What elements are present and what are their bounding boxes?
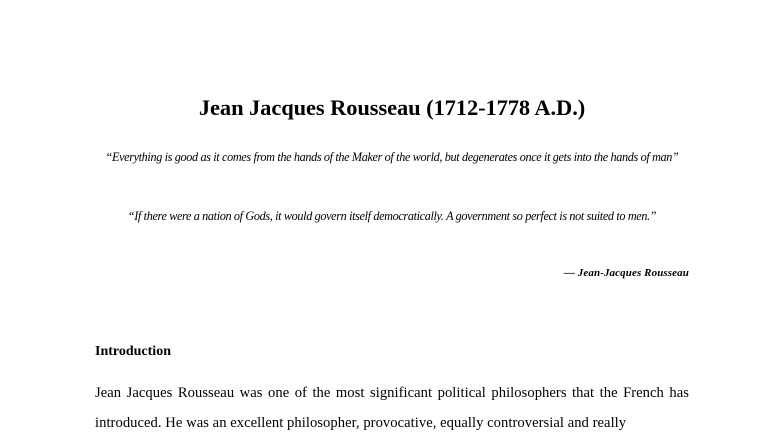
epigraph-quote: “Everything is good as it comes from the hands of the Maker of the world, but degenerates once it gets into the hands of man”	[105, 150, 679, 164]
document-title: Jean Jacques Rousseau (1712-1778 A.D.)	[198, 95, 586, 120]
epigraph-quote: “If there were a nation of Gods, it would govern itself democratically. A government so perfect is not suited to men.”	[127, 209, 657, 223]
section-heading-introduction: Introduction	[95, 344, 171, 359]
introduction-paragraph: Jean Jacques Rousseau was one of the most significant political philosophers that the French has introduced. He was an excellent philosopher, provocative, equally controversial and really	[95, 385, 689, 431]
quote-attribution: — Jean-Jacques Rousseau	[563, 267, 689, 279]
